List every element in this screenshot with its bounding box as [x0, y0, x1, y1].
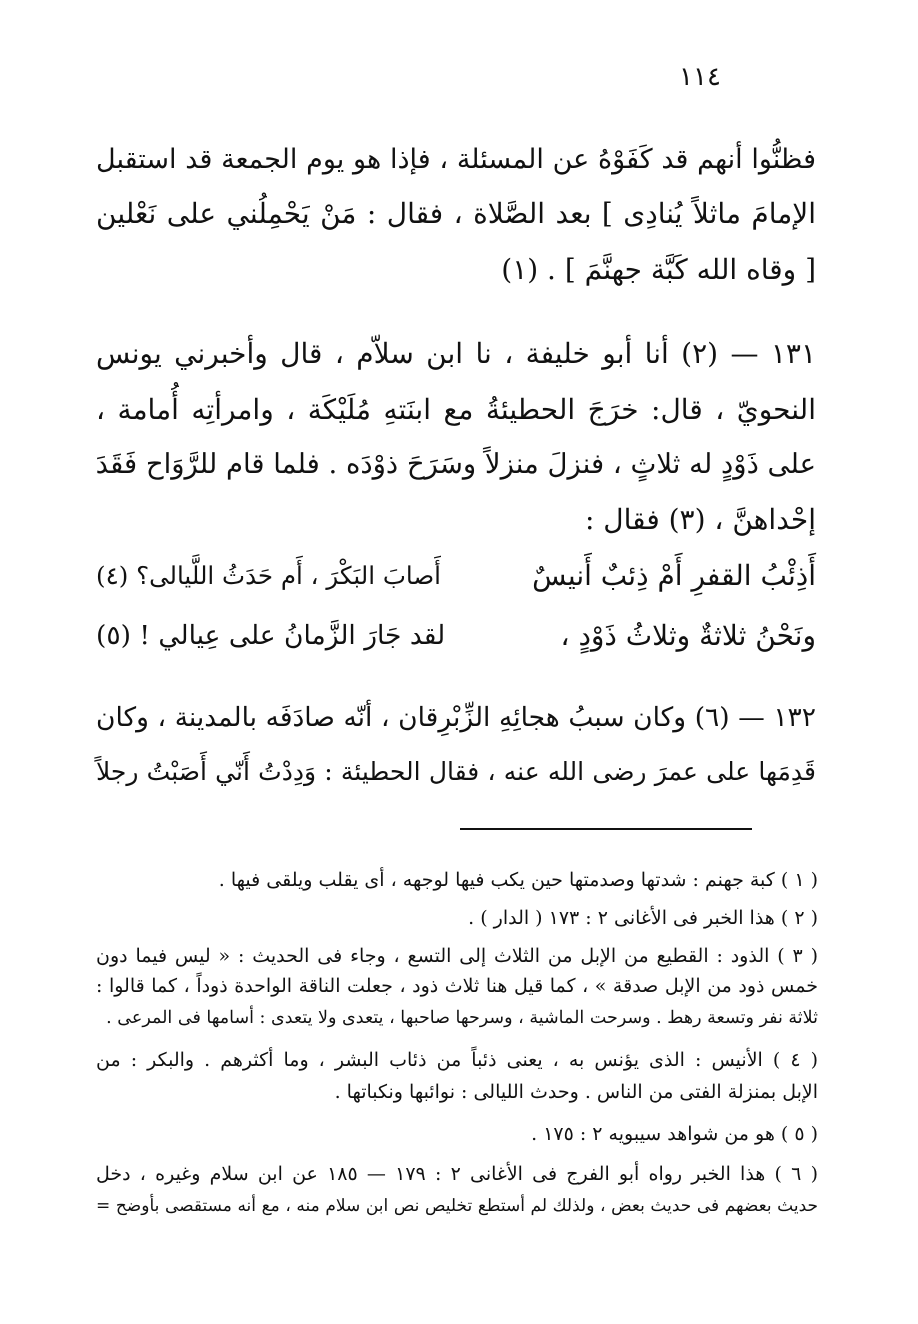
verse-hemistich-first: أَذِئْبُ القفرِ أَمْ ذِئبٌ أَنيسٌ — [532, 559, 816, 592]
footnote-line: ( ٢ ) هذا الخبر فى الأغانى ٢ : ١٧٣ ( الدار ) . — [468, 907, 818, 929]
footnote-separator — [460, 828, 752, 830]
body-line: [ وقاه الله كَبَّة جهنَّمَ ] . (١) — [501, 253, 816, 286]
footnote-line: ( ٣ ) الذود : القطيع من الإبل من الثلاث إلى التسع ، وجاء فى الحديث : « ليس فيما دون — [96, 945, 818, 967]
body-line: على ذَوْدٍ له ثلاثٍ ، فنزلَ منزلاً وسَرَحَ ذوْدَه . فلما قام للرَّوَاح فَقَدَ — [95, 448, 816, 480]
verse-hemistich-second: أَصابَ البَكْرَ ، أَم حَدَثُ اللَّيالى؟ (٤) — [96, 561, 441, 590]
body-line: الإمامَ ماثلاً يُنادِى ] بعد الصَّلاة ، فقال : مَنْ يَحْمِلُني على نَعْلين — [96, 197, 816, 230]
footnote-line: ( ٦ ) هذا الخبر رواه أبو الفرج فى الأغانى ٢ : ١٧٩ — ١٨٥ عن ابن سلام وغيره ، دخل — [96, 1163, 818, 1185]
body-line: ١٣١ — (٢) أنا أبو خليفة ، نا ابن سلاّم ، قال وأخبرني يونس — [96, 337, 817, 370]
footnote-line: ( ٤ ) الأنيس : الذى يؤنس به ، يعنى ذئباً من ذئاب البشر ، وما أكثرهم . والبكر : من — [96, 1049, 819, 1071]
footnote-line: الإبل بمنزلة الفتى من الناس . وحدث الليالى : نوائبها ونكباتها . — [334, 1081, 818, 1103]
body-line: النحويّ ، قال: خرَجَ الحطيئةُ مع ابنَتهِ مُلَيْكَة ، وامرأتِه أُمامة ، — [96, 393, 816, 426]
footnote-line: حديث بعضهم فى حديث بعض ، ولذلك لم أستطع تخليص نص ابن سلام منه ، مع أنه مستقصى بأوضح = — [96, 1196, 818, 1216]
body-line: فظنُّوا أنهم قد كَفَوْهُ عن المسئلة ، فإذا هو يوم الجمعة قد استقبل — [96, 144, 816, 175]
footnote-line: ( ١ ) كبة جهنم : شدتها وصدمتها حين يكب فيها لوجهه ، أى يقلب ويلقى فيها . — [218, 869, 818, 891]
footnote-line: خمس ذود من الإبل صدقة » ، كما قيل هنا ثلاث ذود ، جعلت الناقة الواحدة ذوداً ، كما قالوا : — [96, 975, 818, 997]
body-line: قَدِمَها على عمرَ رضى الله عنه ، فقال الحطيئة : وَدِدْتُ أَنّي أَصَبْتُ رجلاً — [96, 757, 816, 786]
verse-line — [96, 614, 816, 658]
body-line: ١٣٢ — (٦) وكان سببُ هجائِهِ الزِّبْرِقان ، أنّه صادَفَه بالمدينة ، وكان — [96, 702, 817, 733]
page-number: ١١٤ — [679, 62, 721, 92]
body-line: إحْداهنَّ ، (٣) فقال : — [584, 503, 816, 536]
verse-hemistich-second: لقد جَارَ الزَّمانُ على عِيالي ! (٥) — [96, 620, 446, 651]
footnote-line: ( ٥ ) هو من شواهد سيبويه ٢ : ١٧٥ . — [531, 1123, 818, 1145]
verse-line — [96, 554, 816, 598]
verse-hemistich-first: ونَحْنُ ثلاثةٌ وثلاثُ ذَوْدٍ ، — [560, 619, 816, 652]
footnote-line: ثلاثة نفر وتسعة رهط . وسرحت الماشية ، وسرحها صاحبها ، يتعدى ولا يتعدى : أسامها فى المرعى . — [106, 1008, 818, 1028]
